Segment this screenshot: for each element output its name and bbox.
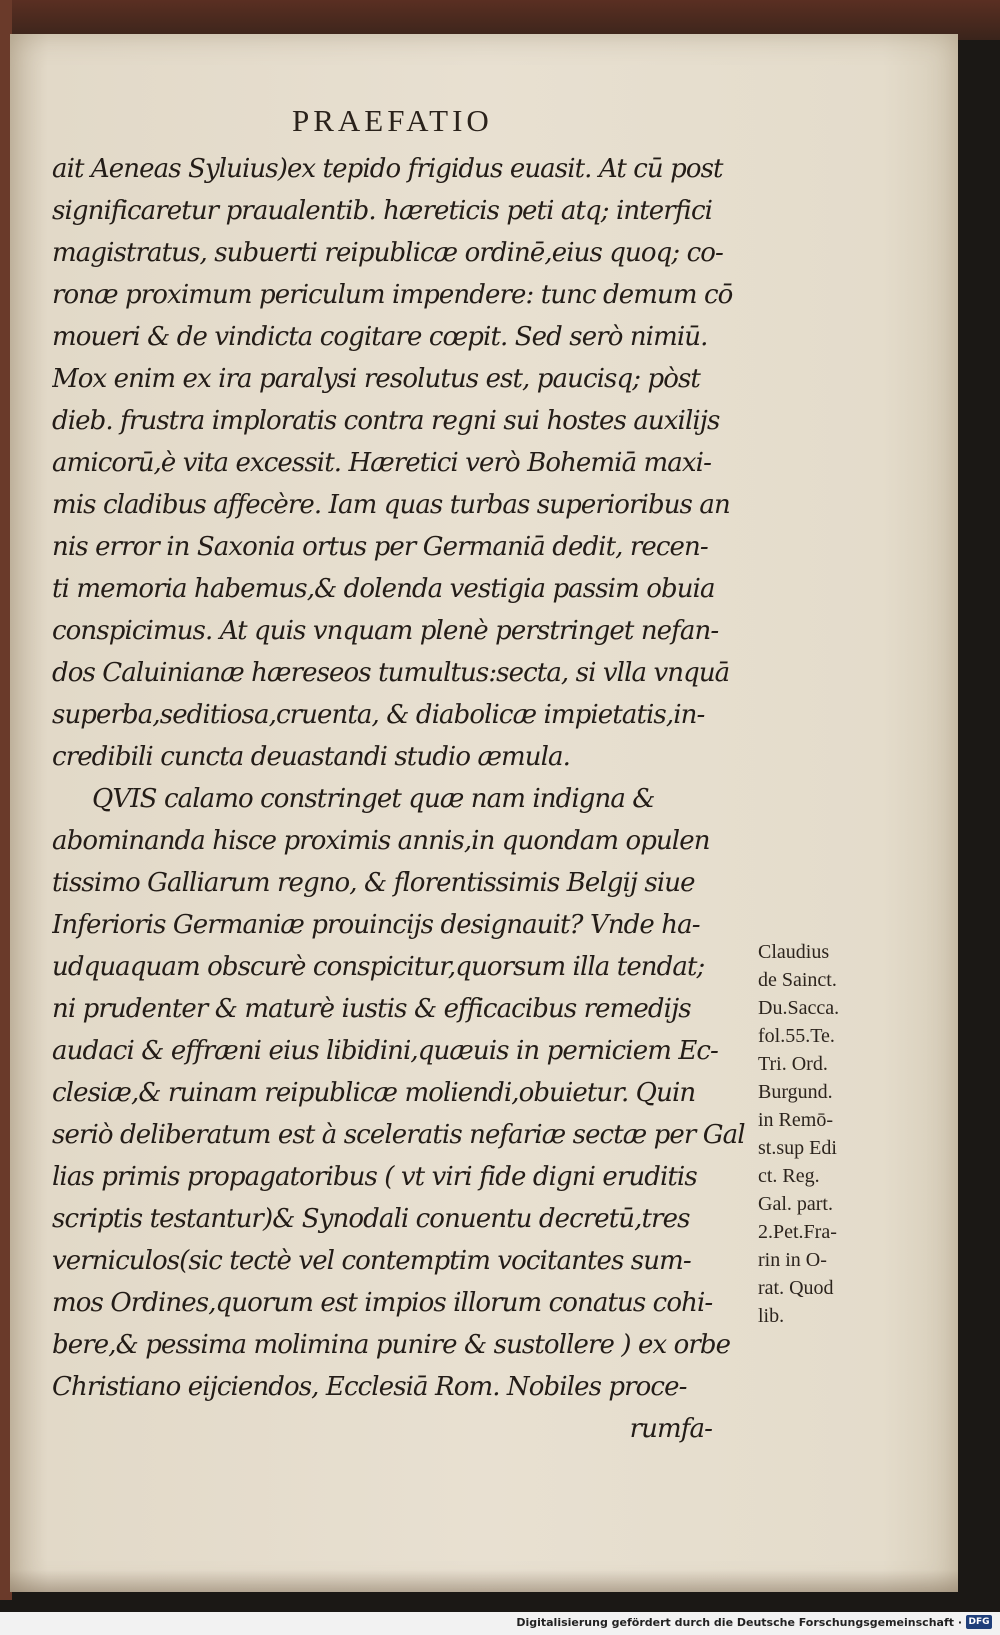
text-line: bere,& pessima molimina punire & sustollere ) ex orbe — [52, 1330, 731, 1360]
marginal-line: de Sainct. — [758, 969, 837, 991]
text-line: mis cladibus affecère. Iam quas turbas superioribus an — [52, 490, 730, 520]
marginal-line: st.sup Edi — [758, 1137, 837, 1159]
marginal-line: Du.Sacca. — [758, 997, 840, 1019]
marginal-line: in Remō- — [758, 1109, 833, 1131]
paragraph-first-line: QVIS calamo constringet quæ nam indigna & — [92, 784, 655, 814]
text-line: mos Ordines,quorum est impios illorum conatus cohi- — [52, 1288, 713, 1318]
text-line: clesiæ,& ruinam reipublicæ moliendi,obuietur. Quin — [52, 1078, 696, 1108]
text-line: conspicimus. At quis vnquam plenè perstringet nefan- — [52, 616, 719, 646]
text-line: Mox enim ex ira paralysi resolutus est, paucisq; pòst — [52, 364, 700, 394]
text-line: superba,seditiosa,cruenta, & diabolicæ impietatis,in- — [52, 700, 705, 730]
text-line: moueri & de vindicta cogitare cœpit. Sed serò nimiū. — [52, 322, 708, 352]
body-text — [52, 148, 752, 1450]
marginal-line: 2.Pet.Fra- — [758, 1221, 837, 1243]
marginal-line: rin in O- — [758, 1249, 827, 1271]
text-line: ait Aeneas Syluius)ex tepido frigidus euasit. At cū post — [52, 154, 723, 184]
text-line: lias primis propagatoribus ( vt viri fide digni eruditis — [52, 1162, 697, 1192]
text-line: ti memoria habemus,& dolenda vestigia passim obuia — [52, 574, 715, 604]
text-line: verniculos(sic tectè vel contemptim vocitantes sum- — [52, 1246, 691, 1276]
marginal-line: Burgund. — [758, 1081, 833, 1103]
text-line: abominanda hisce proximis annis,in quondam opulen — [52, 826, 710, 856]
text-line: ronæ proximum periculum impendere: tunc demum cō — [52, 280, 733, 310]
marginal-note — [758, 938, 878, 1330]
catchword: rumfa- — [629, 1414, 712, 1444]
dfg-logo: DFG — [966, 1615, 992, 1629]
text-line: udquaquam obscurè conspicitur,quorsum illa tendat; — [52, 952, 705, 982]
text-line: Inferioris Germaniæ prouincijs designauit? Vnde ha- — [52, 910, 700, 940]
running-head: PRAEFATIO — [292, 103, 493, 138]
text-line: nis error in Saxonia ortus per Germaniā dedit, recen- — [52, 532, 708, 562]
text-line: dos Caluinianæ hæreseos tumultus:secta, si vlla vnquā — [52, 658, 730, 688]
marginal-line: fol.55.Te. — [758, 1025, 835, 1047]
funding-notice: Digitalisierung gefördert durch die Deutsche Forschungsgemeinschaft · — [516, 1616, 962, 1629]
text-line: credibili cuncta deuastandi studio æmula. — [52, 742, 570, 772]
marginal-line: ct. Reg. — [758, 1165, 820, 1187]
marginal-line: Tri. Ord. — [758, 1053, 828, 1075]
text-line: tissimo Galliarum regno, & florentissimis Belgij siue — [52, 868, 695, 898]
text-line: significaretur praualentib. hæreticis peti atq; interfici — [52, 196, 713, 226]
text-line: seriò deliberatum est à sceleratis nefariæ sectæ per Gal — [52, 1120, 745, 1150]
text-line: scriptis testantur)& Synodali conuentu decretū,tres — [52, 1204, 690, 1234]
page-edge-wear — [10, 1570, 958, 1592]
text-line: Christiano eijciendos, Ecclesiā Rom. Nobiles proce- — [52, 1372, 687, 1402]
text-line: magistratus, subuerti reipublicæ ordinē,eius quoq; co- — [52, 238, 723, 268]
text-line: amicorū,è vita excessit. Hæretici verò Bohemiā maxi- — [52, 448, 711, 478]
marginal-line: Claudius — [758, 941, 830, 963]
text-line: ni prudenter & maturè iustis & efficacibus remedijs — [52, 994, 691, 1024]
marginal-line: lib. — [758, 1305, 785, 1327]
marginal-line: Gal. part. — [758, 1193, 833, 1215]
text-line: audaci & effræni eius libidini,quæuis in perniciem Ec- — [52, 1036, 718, 1066]
marginal-line: rat. Quod — [758, 1277, 834, 1299]
text-line: dieb. frustra imploratis contra regni sui hostes auxilijs — [52, 406, 720, 436]
